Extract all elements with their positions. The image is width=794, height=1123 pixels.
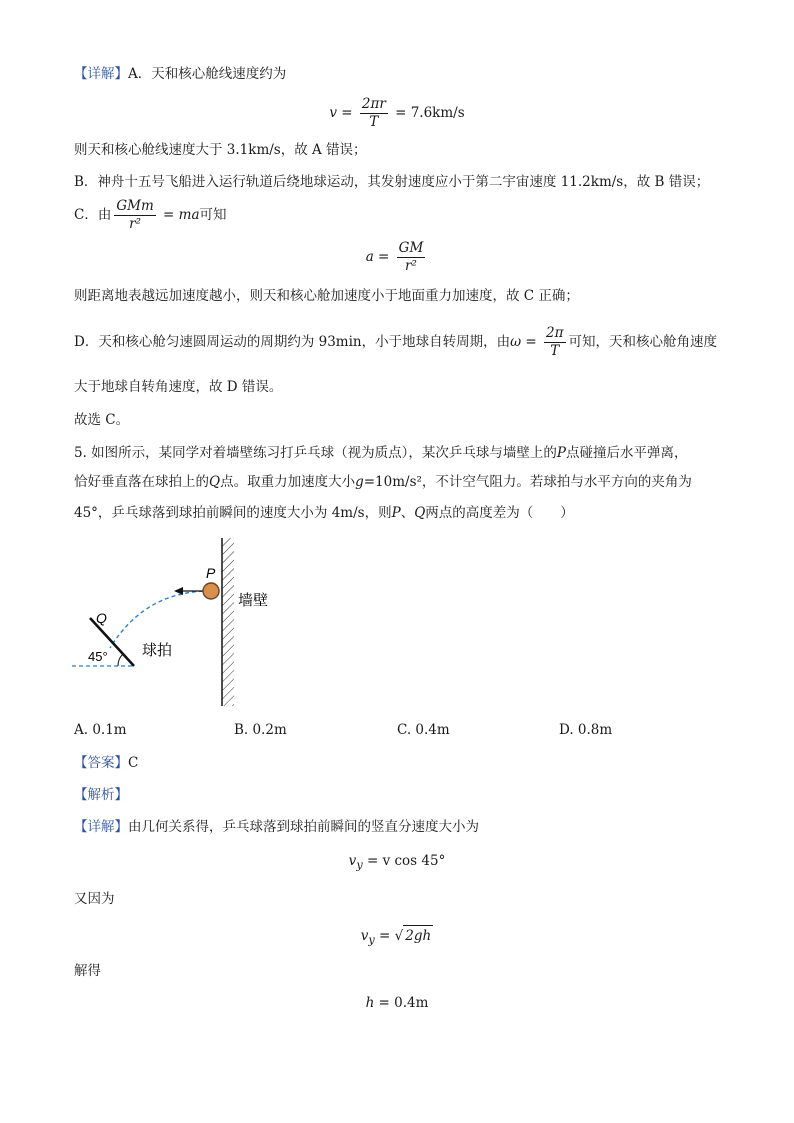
fraction: $\frac{\text{GMm}}{\text{r²}}$ <box>116 198 154 232</box>
detail-line-5: 【详解】由几何关系得，乒乓球落到球拍前瞬间的竖直分速度大小为 <box>74 819 479 835</box>
line-b: B．神舟十五号飞船进入运行轨道后绕地球运动，其发射速度应小于第二宇宙速度 11.2km/s，故 B 错误； <box>74 174 710 190</box>
detail-line-a <box>74 64 286 84</box>
angle-arc <box>118 654 123 666</box>
question-5-line-3: 45°，乒乓球落到球拍前瞬间的速度大小为 4m/s，则P、Q两点的高度差为（ ） <box>74 505 574 521</box>
option-b: B. 0.2m <box>234 722 287 738</box>
option-d: D. 0.8m <box>559 722 613 738</box>
line-d-conclusion: 大于地球自转角速度，故 D 错误。 <box>74 379 283 395</box>
label-q: Q <box>96 610 107 626</box>
equation-acceleration: a = $\frac{GM}{\text{r²}}$ <box>365 240 424 274</box>
choose-line: 故选 C。 <box>74 412 130 428</box>
line-c-conclusion: 则距离地表越远加速度越小，则天和核心舱加速度小于地面重力加速度，故 C 正确； <box>74 288 579 304</box>
analysis-line <box>74 785 128 805</box>
line-a-conclusion: 则天和核心舱线速度大于 3.1km/s，故 A 错误； <box>74 142 367 158</box>
label-angle: 45° <box>88 649 108 664</box>
equation-free-fall: $v_y$ = √ 2gh <box>0 925 794 951</box>
option-a: A. 0.1m <box>74 722 127 738</box>
analysis-label: 【解析】 <box>74 787 128 803</box>
equation-vertical-velocity: $v_y = v$ cos 45° <box>348 853 446 872</box>
line-c: C．由 $\frac{\text{GMm}}{\text{r²}}$ = ma可知 <box>74 198 227 232</box>
answer-line <box>74 753 138 773</box>
wall-hatching <box>222 538 234 706</box>
question-5-line-1: 5. 如图所示，某同学对着墙壁练习打乒乓球（视为质点），某次乒乓球与墙壁上的P点碰撞后水平弹离， <box>74 445 688 461</box>
answer-label: 【答案】 <box>74 755 128 771</box>
pingpong-ball <box>203 583 219 599</box>
option-c: C. 0.4m <box>397 722 450 738</box>
question-5-line-2: 恰好垂直落在球拍上的Q点。取重力加速度大小g=10m/s²，不计空气阻力。若球拍与水平方向的夹角为 <box>74 474 692 490</box>
fraction: $\frac{2\pi r}{T}$ <box>361 96 386 130</box>
wall-pingpong-diagram <box>60 530 320 715</box>
label-racket: 球拍 <box>142 642 173 659</box>
label-p: P <box>206 565 216 581</box>
answer-value: C <box>128 755 139 771</box>
fraction: $\frac{GM}{\text{r²}}$ <box>398 240 424 274</box>
line-a-text: A．天和核心舱线速度约为 <box>128 66 287 82</box>
equation-height: h = 0.4m <box>365 995 429 1011</box>
also-because-line: 又因为 <box>74 891 115 907</box>
fraction: $\frac{2\pi}{T}$ <box>546 325 564 359</box>
equation-linear-speed: v = $\frac{2\pi r}{T}$ = 7.6km/s <box>329 96 465 130</box>
label-wall: 墙壁 <box>238 592 269 609</box>
detail-label: 【详解】 <box>74 66 128 82</box>
line-d: D．天和核心舱匀速圆周运动的周期约为 93min，小于地球自转周期，由ω = $\frac{2\pi}{T}$ 可知，天和核心舱角速度 <box>74 325 717 359</box>
arrow-head-icon <box>174 587 183 595</box>
ball-trajectory <box>110 591 210 648</box>
solve-line: 解得 <box>74 963 101 979</box>
